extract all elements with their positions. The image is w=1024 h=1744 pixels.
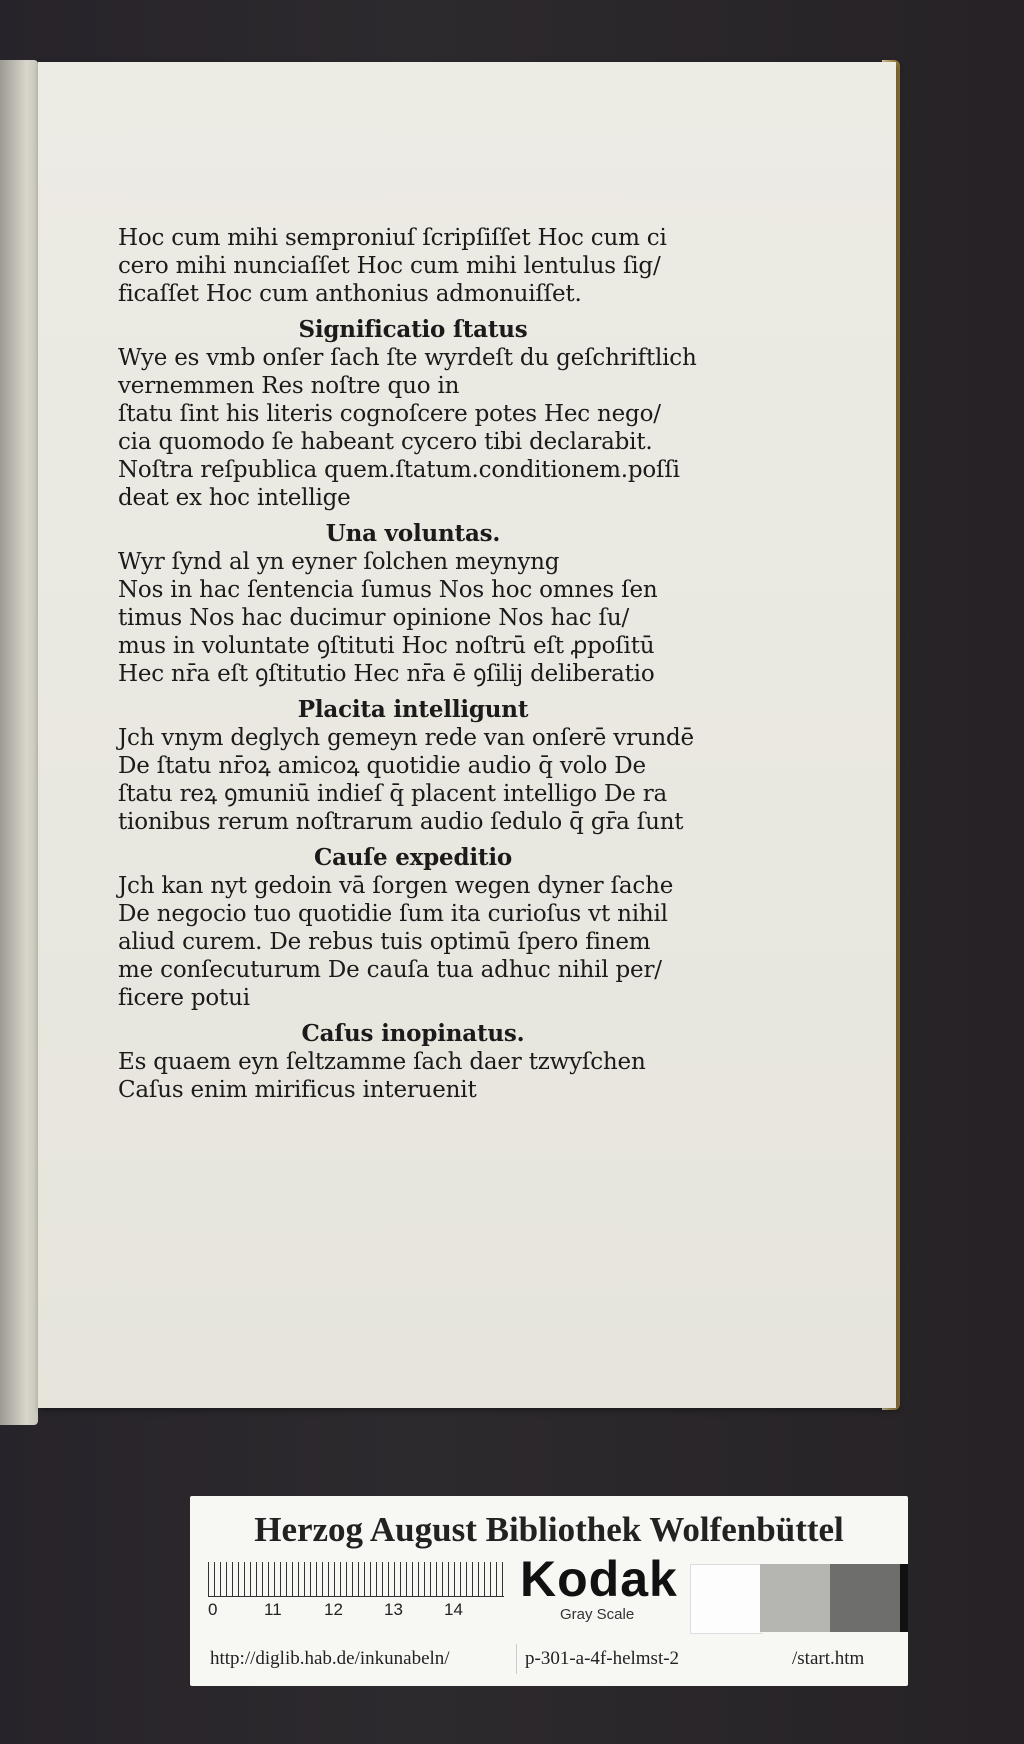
url-end: /start.htm — [792, 1648, 865, 1669]
gray-swatch-light — [760, 1564, 830, 1632]
section-heading: Significatio ſtatus — [298, 316, 528, 343]
section-heading: Una voluntas. — [325, 520, 501, 547]
ruler-number: 0 — [208, 1600, 218, 1619]
ruler-numbers — [208, 1600, 508, 1622]
ruler-number: 14 — [444, 1600, 463, 1619]
ruler-number: 11 — [264, 1600, 282, 1619]
text-line: Hoc cum mihi semproniuſ ſcripſiſſet Hoc cum ci — [118, 225, 667, 251]
text-line: Noſtra reſpublica quem.ſtatum.conditionem.poſſi — [118, 457, 680, 483]
url-base: http://diglib.hab.de/inkunabeln/ — [210, 1648, 450, 1669]
text-line: vernemmen Res noſtre quo in — [118, 373, 460, 399]
line-gap — [118, 688, 708, 696]
text-line: ficere potui — [118, 985, 250, 1011]
text-line: cero mihi nunciaſſet Hoc cum mihi lentulus ſig/ — [118, 253, 661, 279]
section-heading: Placita intelligunt — [297, 696, 529, 723]
text-line: De ſtatu nr̄oꝝ amicoꝝ quotidie audio q̄ volo De — [118, 753, 646, 779]
library-title: Herzog August Bibliothek Wolfenbüttel — [254, 1510, 844, 1549]
text-line: aliud curem. De rebus tuis optimū ſpero finem — [118, 929, 651, 955]
text-line: Hec nr̄a eſt ꝯſtitutio Hec nr̄a ē ꝯſilij deliberatio — [118, 661, 655, 687]
line-gap — [118, 308, 708, 316]
text-line: De negocio tuo quotidie ſum ita curioſus vt nihil — [118, 901, 668, 927]
library-card — [190, 1496, 908, 1686]
text-line: deat ex hoc intellige — [118, 485, 351, 511]
text-line: Nos in hac ſentencia ſumus Nos hoc omnes ſen — [118, 577, 658, 603]
gray-swatch-dark — [830, 1564, 900, 1632]
text-line: timus Nos hac ducimur opinione Nos hac ſu/ — [118, 605, 629, 631]
text-line: Es quaem eyn ſeltzamme ſach daer tzwyſchen — [118, 1049, 646, 1075]
section-heading: Cauſe expeditio — [313, 844, 513, 871]
text-line: ficaſſet Hoc cum anthonius admonuiſſet. — [118, 281, 582, 307]
url-id: p-301-a-4f-helmst-2 — [516, 1644, 687, 1674]
text-line: Caſus enim mirificus interuenit — [118, 1077, 477, 1103]
ruler-number: 13 — [384, 1600, 403, 1619]
section-heading: Caſus inopinatus. — [301, 1020, 525, 1047]
page-text — [118, 224, 708, 1104]
text-line: ſtatu reꝝ ꝯmuniū indieſ q̄ placent intelligo De ra — [118, 781, 668, 807]
line-gap — [118, 836, 708, 844]
text-line: tionibus rerum noſtrarum audio ſedulo q̄ gr̄a ſunt — [118, 809, 684, 835]
line-gap — [118, 1012, 708, 1020]
text-line: me conſecuturum De cauſa tua adhuc nihil per/ — [118, 957, 662, 983]
text-line: Wyr ſynd al yn eyner ſolchen meynyng — [118, 549, 560, 575]
text-line: mus in voluntate ꝯſtituti Hoc noſtrū eſt ꝓpoſitū — [118, 633, 655, 659]
ruler-number: 12 — [324, 1600, 343, 1619]
text-line: Jch vnym deglych gemeyn rede van onſerē vrundē — [118, 725, 694, 751]
text-line: Jch kan nyt gedoin vā ſorgen wegen dyner ſache — [118, 873, 674, 899]
line-gap — [118, 512, 708, 520]
kodak-logo: Kodak — [520, 1551, 678, 1607]
text-line: ſtatu ſint his literis cognoſcere potes Hec nego/ — [118, 401, 661, 427]
gray-swatch-white — [690, 1564, 762, 1634]
gray-scale-label: Gray Scale — [560, 1606, 635, 1623]
text-line: Wye es vmb onſer ſach ſte wyrdeſt du geſchriftlich — [118, 345, 697, 371]
previous-page-edge — [0, 60, 38, 1425]
gray-swatch-black — [900, 1564, 908, 1632]
text-line: cia quomodo ſe habeant cycero tibi declarabit. — [118, 429, 653, 455]
measurement-ruler — [208, 1562, 504, 1597]
